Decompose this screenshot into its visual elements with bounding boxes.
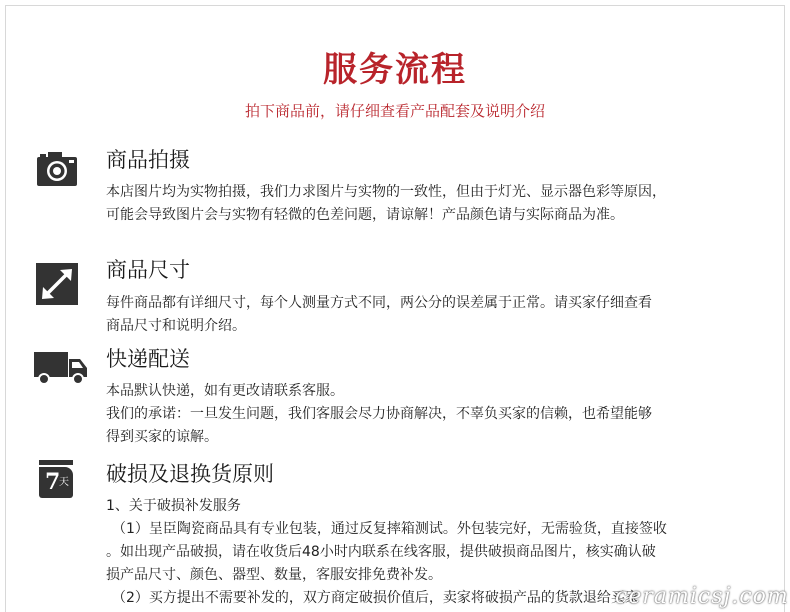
seven-day-calendar-icon	[39, 460, 73, 498]
resize-arrow-icon	[35, 262, 79, 306]
section-text-line: 可能会导致图片会与实物有轻微的色差问题，请谅解！产品颜色请与实际商品为准。	[106, 207, 624, 223]
calendar-day-label: 天	[59, 477, 69, 488]
watermark: ceramicsj.com	[615, 584, 789, 609]
section-text-line: 本店图片均为实物拍摄，我们力求图片与实物的一致性，但由于灯光、显示器色彩等原因，	[106, 184, 666, 200]
section-title-delivery: 快递配送	[106, 347, 190, 371]
section-title-photography: 商品拍摄	[106, 148, 190, 172]
page-subtitle: 拍下商品前，请仔细查看产品配套及说明介绍	[244, 102, 545, 120]
section-text-line: （2）买方提出不需要补发的，双方商定破损价值后，卖家将破损产品的货款退给买家	[112, 590, 639, 606]
camera-icon	[35, 148, 79, 192]
section-text-line: 损产品尺寸、颜色、器型、数量，客服安排免费补发。	[106, 567, 442, 583]
delivery-truck-icon	[33, 344, 89, 388]
section-title-size: 商品尺寸	[106, 258, 190, 282]
section-text-line: 商品尺寸和说明介绍。	[106, 318, 246, 334]
section-text-line: 1、关于破损补发服务	[106, 498, 241, 514]
section-text-line: （1）呈臣陶瓷商品具有专业包装，通过反复摔箱测试。外包装完好，无需验货，直接签收	[112, 521, 667, 537]
section-text-line: 本品默认快递，如有更改请联系客服。	[106, 383, 344, 399]
section-text-line: 得到买家的谅解。	[106, 429, 218, 445]
calendar-number: 7	[45, 469, 61, 495]
page-title: 服务流程	[323, 50, 467, 90]
section-title-returns: 破损及退换货原则	[106, 462, 274, 486]
section-text-line: 每件商品都有详细尺寸，每个人测量方式不同，两公分的误差属于正常。请买家仔细查看	[106, 295, 652, 311]
section-text-line: 我们的承诺：一旦发生问题，我们客服会尽力协商解决，不辜负买家的信赖，也希望能够	[106, 406, 652, 422]
section-text-line: 。如出现产品破损，请在收货后48小时内联系在线客服，提供破损商品图片，核实确认破	[106, 544, 656, 560]
